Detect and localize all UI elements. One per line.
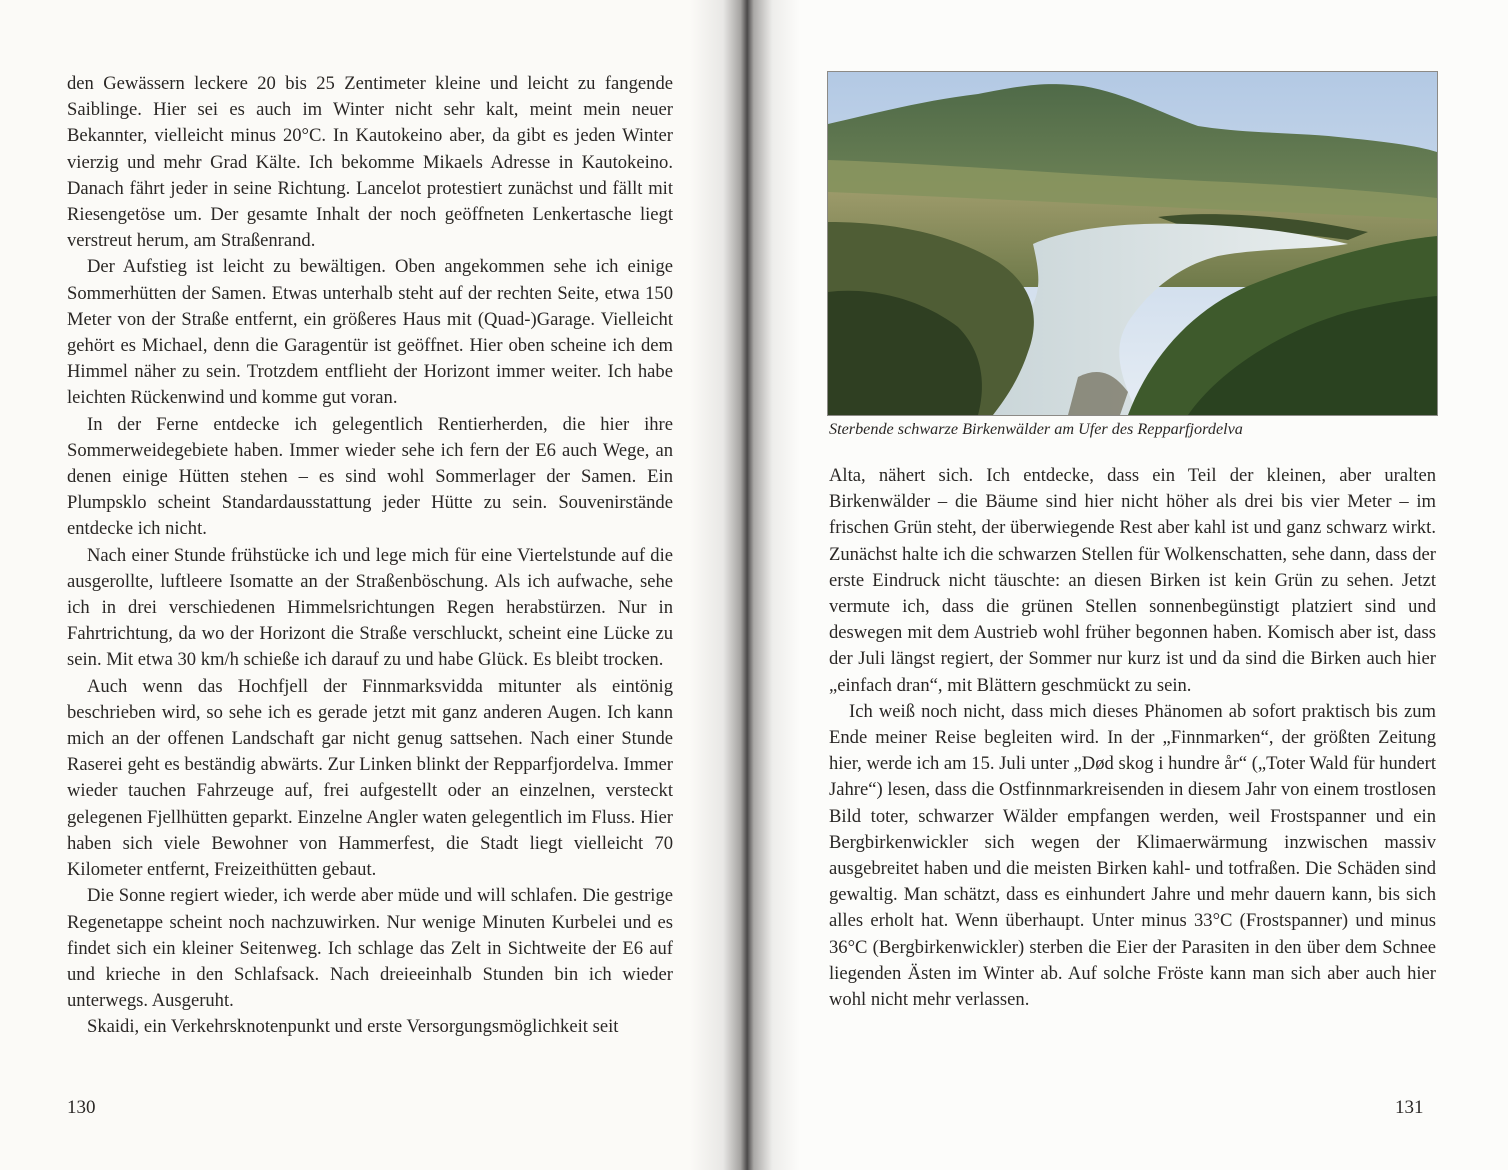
- page-number: 131: [1395, 1097, 1424, 1118]
- paragraph: Skaidi, ein Verkehrsknotenpunkt und erste Versorgungsmöglichkeit seit: [87, 1016, 619, 1038]
- figure-caption: Sterbende schwarze Birkenwälder am Ufer des Repparfjordelva: [829, 420, 1243, 438]
- paragraph: Auch wenn das Hochfjell der Finnmarksvidda mitunter als eintönig beschrieben wird, so sehe ich es gerade jetzt mit ganz anderen Augen. Ich kann mich an der offenen Landschaft gar nicht genug sattsehen. Nach einer Stunde Raserei geht es beständig abwärts. Zur Linken blinkt der Repparfjordelva. Immer wieder tauchen Fahrzeuge auf, frei aufgestellt oder an einzelnen, versteckt gelegenen Fjellhütten geparkt. Einzelne Angler waten gelegentlich im Fluss. Hier haben sich viele Bewohner von Hammerfest, die Stadt liegt vielleicht 70 Kilometer entfernt, Freizeithütten gebaut.: [67, 675, 673, 881]
- paragraph: Alta, nähert sich. Ich entdecke, dass ein Teil der kleinen, aber uralten Birkenwälder – die Bäume sind hier nicht höher als drei bis vier Meter – im frischen Grün steht, der überwiegende Rest aber kahl ist und ganz schwarz wirkt. Zunächst halte ich die schwarzen Stellen für Wolkenschatten, sehe dann, dass der erste Eindruck nicht täuschte: an diesen Birken ist kein Grün zu sehen. Jetzt vermute ich, dass die grünen Stellen sonnenbegünstigt platziert sind und deswegen mit dem Austrieb wohl früher begonnen haben. Komisch aber ist, dass der Juli längst regiert, der Sommer nur kurz ist und da sind die Birken auch hier „einfach dran“, mit Blättern geschmückt zu sein.: [829, 465, 1436, 696]
- paragraph: Der Aufstieg ist leicht zu bewältigen. Oben angekommen sehe ich einige Sommerhütten der Samen. Etwas unterhalb steht auf der rechten Seite, etwa 150 Meter von der Straße entfernt, ein größeres Haus mit (Quad-)Garage. Vielleicht gehört es Michael, denn die Garagentür ist geöffnet. Hier oben scheine ich dem Himmel näher zu sein. Trotzdem entflieht der Horizont immer weiter. Ich habe leichten Rückenwind und komme gut voran.: [67, 256, 673, 409]
- paragraph: Ich weiß noch nicht, dass mich dieses Phänomen ab sofort praktisch bis zum Ende meiner Reise begleiten wird. In der „Finnmarken“, der größten Zeitung hier, werde ich am 15. Juli unter „Død skog i hundre år“ („Toter Wald für hundert Jahre“) lesen, dass die Ostfinnmarkreisenden in diesem Jahr von einem trostlosen Bild toter, schwarzer Wälder empfangen werden, weil Frostspanner und ein Bergbirkenwickler sich wegen der Klimaerwärmung inzwischen massiv ausgebreitet haben und die meisten Birken kahl- und totfraßen. Die Schäden sind gewaltig. Man schätzt, dass es einhundert Jahre und mehr dauern kann, bis sich alles erholt hat. Wenn überhaupt. Unter minus 33°C (Frostspanner) und minus 36°C (Bergbirkenwickler) sterben die Eier der Parasiten in den über dem Schnee liegenden Ästen im Winter ab. Auf solche Fröste kann man sich aber auch hier wohl nicht mehr verlassen.: [829, 700, 1436, 1011]
- paragraph: den Gewässern leckere 20 bis 25 Zentimeter kleine und leicht zu fangende Saiblinge. Hier sei es auch im Winter nicht sehr kalt, meint mein neuer Bekannter, vielleicht minus 20°C. In Kautokeino aber, da gibt es jeden Winter vierzig und mehr Grad Kälte. Ich bekomme Mikaels Adresse in Kautokeino. Danach fährt jeder in seine Richtung. Lancelot protestiert zunächst und fällt mit Riesengetöse um. Der gesamte Inhalt der noch geöffneten Lenkertasche liegt verstreut herum, am Straßenrand.: [67, 73, 673, 252]
- paragraph: Die Sonne regiert wieder, ich werde aber müde und will schlafen. Die gestrige Regenetappe scheint noch nachzuwirken. Nur wenige Minuten Kurbelei und es findet sich ein kleiner Seitenweg. Ich schlage das Zelt in Sichtweite der E6 auf und krieche in den Schlafsack. Nach dreieeinhalb Stunden bin ich wieder unterwegs. Ausgeruht.: [67, 885, 673, 1012]
- page-number: 130: [67, 1097, 96, 1118]
- right-text-column: [829, 463, 1436, 1013]
- paragraph: Nach einer Stunde frühstücke ich und lege mich für eine Viertelstunde auf die ausgerollte, luftleere Isomatte an der Straßenböschung. Als ich aufwache, sehe ich in drei verschiedenen Himmelsrichtungen Regen herabstürzen. Nur in Fahrtrichtung, da wo der Horizont die Straße verschluckt, scheint eine Lücke zu sein. Mit etwa 30 km/h schieße ich darauf zu und habe Glück. Es bleibt trocken.: [67, 544, 673, 671]
- right-page: [740, 0, 1508, 1170]
- landscape-photo: [827, 71, 1438, 416]
- left-text-column: [67, 71, 673, 1041]
- left-page: [0, 0, 740, 1170]
- paragraph: In der Ferne entdecke ich gelegentlich Rentierherden, die hier ihre Sommerweidegebiete haben. Immer wieder sehe ich fern der E6 auch Wege, an denen einige Hütten stehen – es sind wohl Sommerlager der Samen. Ein Plumpsklo scheint Standardausstattung jeder Hütte zu sein. Souvenirstände entdecke ich nicht.: [67, 413, 673, 540]
- river-valley-image: [828, 72, 1437, 415]
- book-gutter-shadow: [690, 0, 800, 1170]
